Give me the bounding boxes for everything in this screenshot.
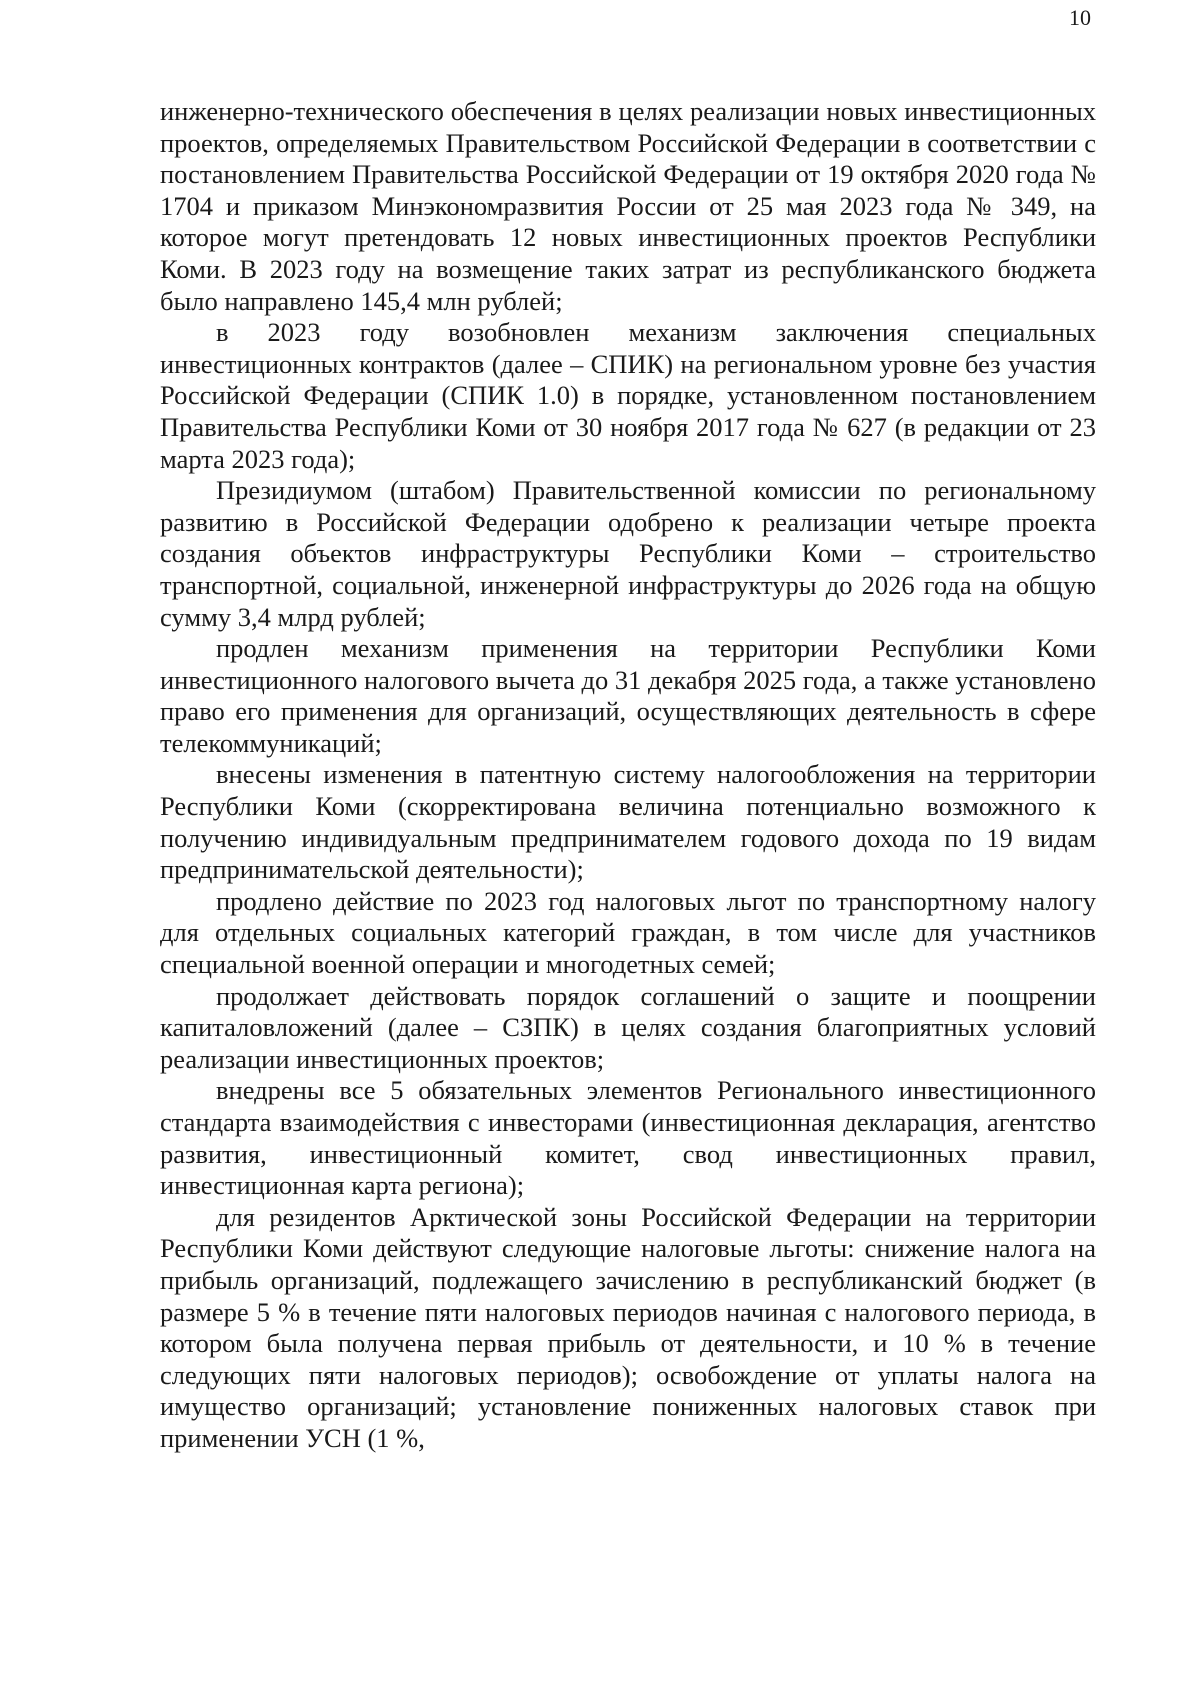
paragraph-arctic-zone: для резидентов Арктической зоны Российской Федерации на территории Республики Коми действуют следующие налоговые льготы: снижение налога на прибыль организаций, подлежащего зачислению в республиканский бюджет (в размере 5 % в течение пяти налоговых периодов начиная с налогового периода, в котором была получена первая прибыль от деятельности, и 10 % в течение следующих пяти налоговых периодов); освобождение от уплаты налога на имущество организаций; установление пониженных налоговых ставок при применении УСН (1 %, (160, 1201, 1096, 1453)
paragraph-patent-system: внесены изменения в патентную систему налогообложения на территории Республики Коми (скорректирована величина потенциально возможного к получению индивидуальным предпринимателем годового дохода по 19 видам предпринимательской деятельности); (160, 759, 1096, 885)
paragraph-continuation: инженерно-технического обеспечения в целях реализации новых инвестиционных проектов, определяемых Правительством Российской Федерации в соответствии с постановлением Правительства Российской Федерации от 19 октября 2020 года № 1704 и приказом Минэкономразвития России от 25 мая 2023 года № 349, на которое могут претендовать 12 новых инвестиционных проектов Республики Коми. В 2023 году на возмещение таких затрат из республиканского бюджета было направлено 145,4 млн рублей; (160, 96, 1096, 316)
document-body (160, 96, 1096, 1455)
paragraph-infrastructure-projects: Президиумом (штабом) Правительственной комиссии по региональному развитию в Российской Федерации одобрено к реализации четыре проекта создания объектов инфраструктуры Республики Коми – строительство транспортной, социальной, инженерной инфраструктуры до 2026 года на общую сумму 3,4 млрд рублей; (160, 475, 1096, 632)
paragraph-investment-tax-deduction: продлен механизм применения на территории Республики Коми инвестиционного налогового вычета до 31 декабря 2025 года, а также установлено право его применения для организаций, осуществляющих деятельность в сфере телекоммуникаций; (160, 633, 1096, 758)
paragraph-investment-standard: внедрены все 5 обязательных элементов Регионального инвестиционного стандарта взаимодействия с инвесторами (инвестиционная декларация, агентство развития, инвестиционный комитет, свод инвестиционных правил, инвестиционная карта региона); (160, 1075, 1096, 1201)
page-number: 10 (1069, 5, 1091, 30)
paragraph-szpk: продолжает действовать порядок соглашений о защите и поощрении капиталовложений (далее – СЗПК) в целях создания благоприятных условий реализации инвестиционных проектов; (160, 980, 1096, 1074)
paragraph-spik: в 2023 году возобновлен механизм заключения специальных инвестиционных контрактов (далее – СПИК) на региональном уровне без участия Российской Федерации (СПИК 1.0) в порядке, установленном постановлением Правительства Республики Коми от 30 ноября 2017 года № 627 (в редакции от 23 марта 2023 года); (160, 317, 1096, 474)
paragraph-transport-tax: продлено действие по 2023 год налоговых льгот по транспортному налогу для отдельных социальных категорий граждан, в том числе для участников специальной военной операции и многодетных семей; (160, 885, 1096, 980)
